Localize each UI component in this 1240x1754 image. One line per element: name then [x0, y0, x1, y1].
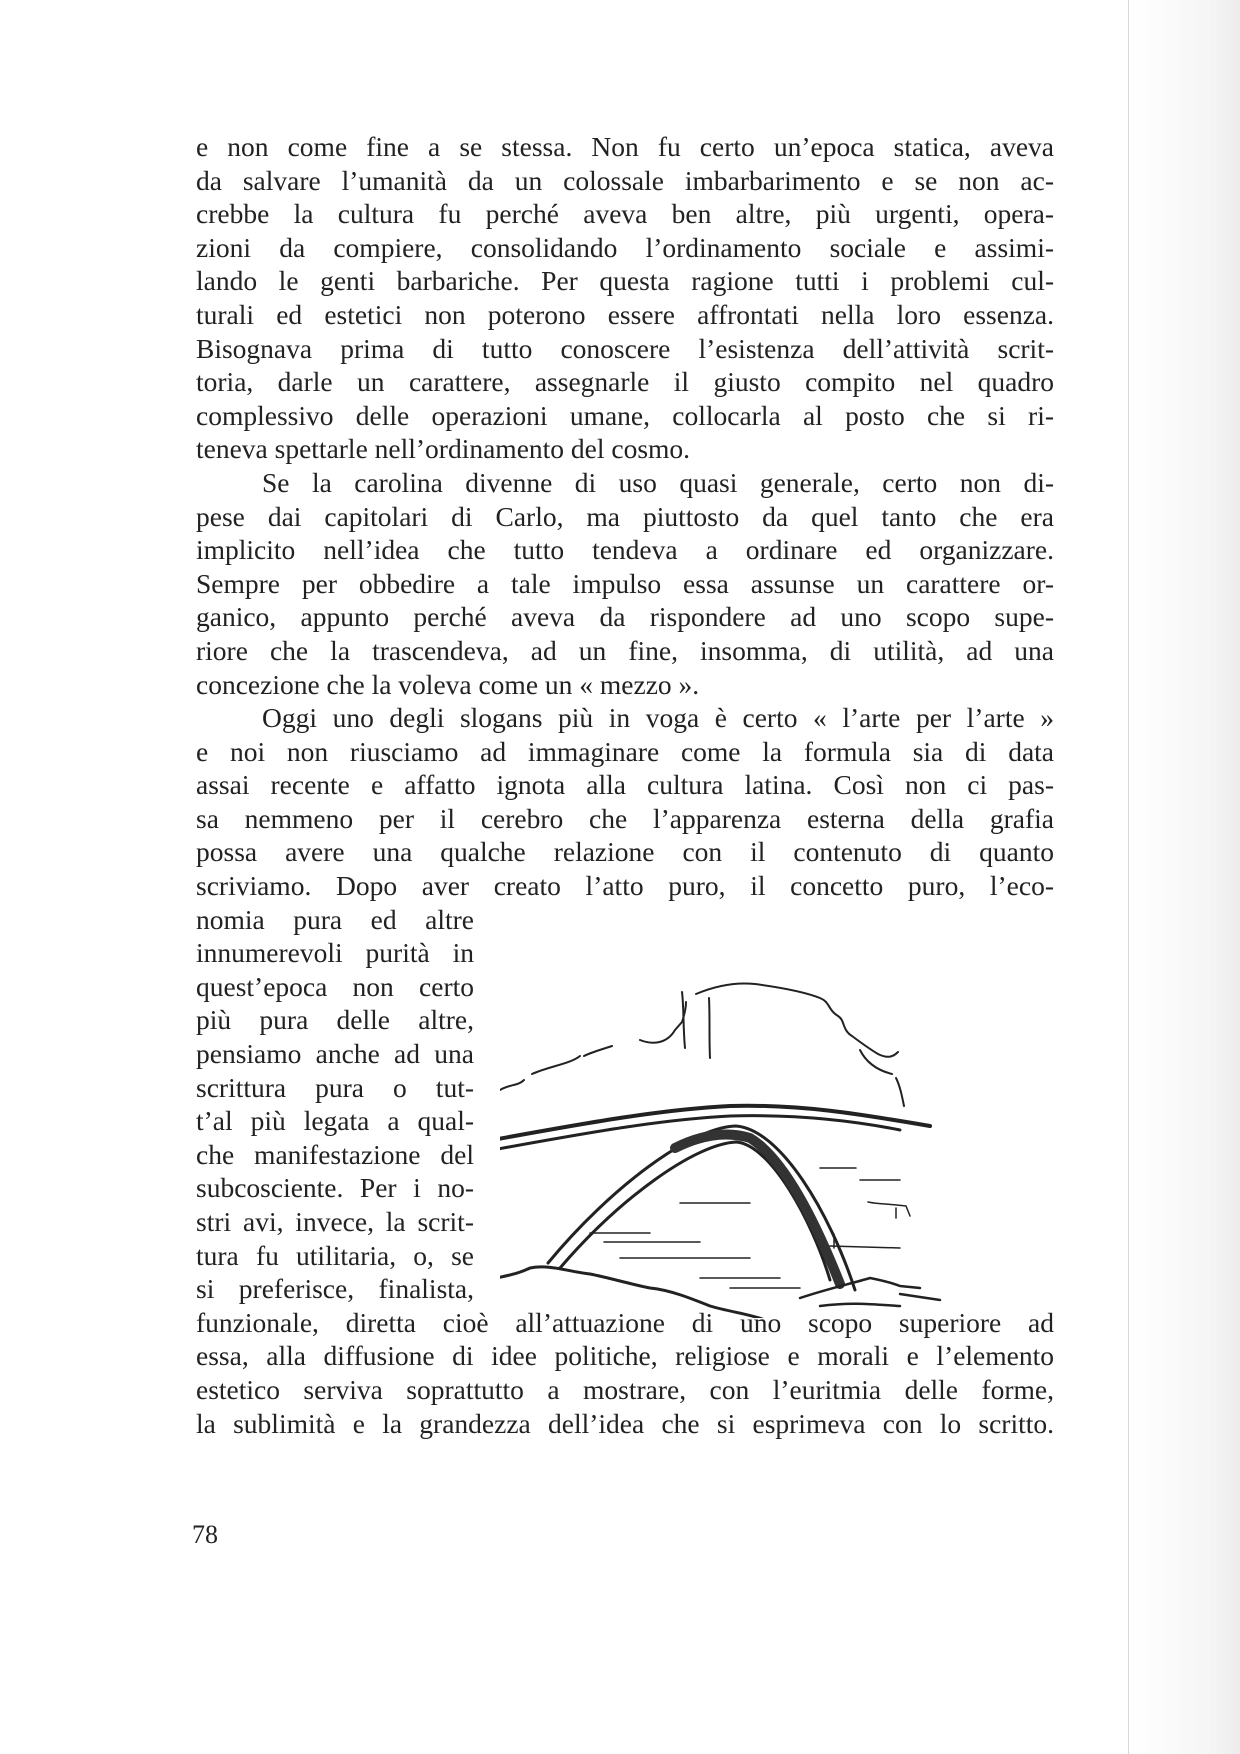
mountain-outline	[860, 1050, 904, 1106]
text-line: innumerevoli purità in	[196, 937, 474, 969]
text-line: ganico, appunto perché aveva da rispondere ad uno scopo supe-	[196, 601, 1054, 633]
text-line: zioni da compiere, consolidando l’ordinamento sociale e assimi-	[196, 231, 1054, 263]
text-line: assai recente e affatto ignota alla cultura latina. Così non ci pas-	[196, 769, 1054, 801]
text-line: toria, darle un carattere, assegnarle il giusto compito nel quadro	[196, 366, 1054, 398]
text-line: pese dai capitolari di Carlo, ma piuttosto da quel tanto che era	[196, 500, 1054, 532]
bridge-arch-shading	[675, 1135, 840, 1284]
text-line: stri avi, invece, la scrit-	[196, 1206, 474, 1237]
text-line: Oggi uno degli slogans più in voga è certo « l’arte per l’arte »	[262, 702, 1054, 734]
text-line: possa avere una qualche relazione con il contenuto di quanto	[196, 836, 1054, 868]
text-beside-illustration	[196, 903, 474, 1306]
bridge-illustration	[500, 958, 1060, 1318]
water-line	[834, 1202, 910, 1248]
text-line: pensiamo anche ad una	[196, 1038, 474, 1070]
text-line: implicito nell’idea che tutto tendeva a ordinare ed organizzare.	[196, 534, 1054, 566]
text-line: tura fu utilitaria, o, se	[196, 1239, 474, 1271]
text-line: estetico serviva soprattutto a mostrare, con l’euritmia delle forme,	[196, 1373, 1054, 1405]
text-line: concezione che la voleva come un « mezzo ».	[196, 668, 700, 700]
mountain-outline	[640, 983, 898, 1056]
text-line: che manifestazione del	[196, 1138, 474, 1170]
text-line: turali ed estetici non poterono essere affrontati nella loro essenza.	[196, 298, 1054, 330]
text-line: essa, alla diffusione di idee politiche, religiose e morali e l’elemento	[196, 1340, 1054, 1372]
text-line: Bisognava prima di tutto conoscere l’esistenza dell’attività scrit-	[196, 332, 1054, 364]
page-edge	[1128, 0, 1129, 1754]
text-line: t’al più legata a qual-	[196, 1105, 474, 1137]
text-line: quest’epoca non certo	[196, 970, 474, 1002]
text-line: sa nemmeno per il cerebro che l’apparenza esterna della grafia	[196, 802, 1054, 834]
text-line: complessivo delle operazioni umane, collocarla al posto che si ri-	[196, 399, 1054, 431]
text-line: da salvare l’umanità da un colossale imbarbarimento e se non ac-	[196, 164, 1054, 196]
text-line: Se la carolina divenne di uso quasi generale, certo non di-	[262, 466, 1054, 498]
text-line: teneva spettarle nell’ordinamento del cosmo.	[196, 433, 691, 465]
page-margin-shadow	[1130, 0, 1240, 1754]
text-line: la sublimità e la grandezza dell’idea che si esprimeva con lo scritto.	[196, 1407, 1054, 1439]
text-line: scriviamo. Dopo aver creato l’atto puro, il concetto puro, l’eco-	[196, 870, 1054, 902]
text-line: riore che la trascendeva, ad un fine, insomma, di utilità, ad una	[196, 634, 1054, 666]
water-line	[590, 1168, 900, 1288]
text-line: lando le genti barbariche. Per questa ragione tutti i problemi cul-	[196, 265, 1054, 297]
text-line: e noi non riusciamo ad immaginare come la formula sia di data	[196, 735, 1054, 767]
text-line: subcosciente. Per i no-	[196, 1172, 474, 1204]
text-line: nomia pura ed altre	[196, 903, 474, 935]
hill-outline	[500, 1046, 612, 1090]
text-line: Sempre per obbedire a tale impulso essa assunse un carattere or-	[196, 567, 1054, 599]
riverbank	[800, 1278, 940, 1306]
riverbank	[500, 1267, 765, 1318]
text-line: scrittura pura o tut-	[196, 1071, 474, 1103]
text-line: crebbe la cultura fu perché aveva ben altre, più urgenti, opera-	[196, 198, 1054, 230]
page-number: 78	[192, 1520, 218, 1549]
text-line: e non come fine a se stessa. Non fu certo un’epoca statica, aveva	[196, 131, 1054, 162]
text-line: più pura delle altre,	[196, 1004, 474, 1036]
text-line: funzionale, diretta cioè all’attuazione di uno scopo superiore ad	[196, 1306, 1054, 1338]
text-line: si preferisce, finalista,	[196, 1273, 474, 1305]
